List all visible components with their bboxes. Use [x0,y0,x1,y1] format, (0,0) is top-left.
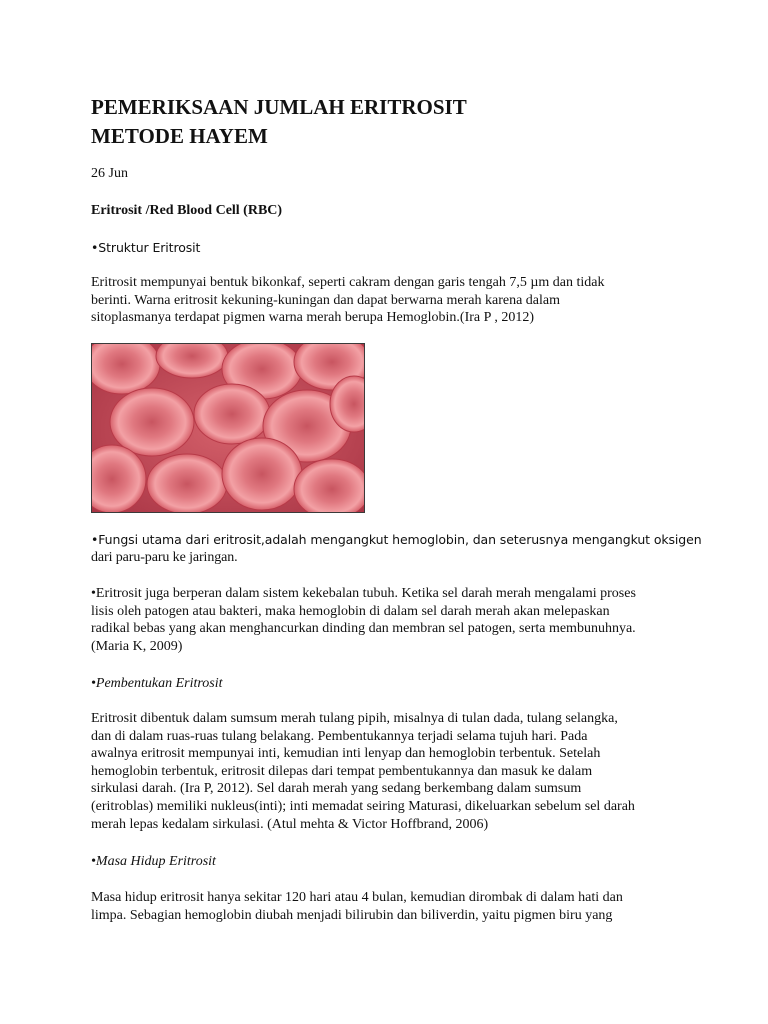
title-line-2: METODE HAYEM [91,124,268,148]
text-line: dari paru-paru ke jaringan. [91,549,238,565]
text-line: merah lepas kedalam sirkulasi. (Atul mehta & Victor Hoffbrand, 2006) [91,816,489,832]
title-line-1: PEMERIKSAAN JUMLAH ERITROSIT [91,95,467,119]
text-line: Eritrosit dibentuk dalam sumsum merah tulang pipih, misalnya di tulan dada, tulang selangka, [91,711,618,726]
paragraph-struktur [91,274,691,327]
bullet-struktur: •Struktur Eritrosit [91,240,201,255]
text-line: (eritroblas) memiliki nukleus(inti); inti memadat seiring Maturasi, dikeluarkan sebelum sel darah [91,798,635,814]
paragraph-fungsi [91,531,702,566]
paragraph-kekebalan [91,585,691,655]
text-line: lisis oleh patogen atau bakteri, maka hemoglobin di dalam sel darah merah akan melepaskan [91,603,610,619]
post-date: 26 Jun [91,166,128,181]
text-line: sitoplasmanya terdapat pigmen warna merah berupa Hemoglobin.(Ira P , 2012) [91,310,535,326]
text-line: dan di dalam ruas-ruas tulang belakang. Pembentukannya terjadi selama tujuh hari. Pada [91,728,588,744]
text-line: limpa. Sebagian hemoglobin diubah menjadi bilirubin dan biliverdin, yaitu pigmen biru yang [91,907,613,923]
paragraph-masa-hidup [91,889,691,924]
page-title [91,93,651,151]
section-heading: Eritrosit /Red Blood Cell (RBC) [91,203,283,218]
text-line: •Fungsi utama dari eritrosit,adalah mengangkut hemoglobin, dan seterusnya mengangkut oksigen [91,532,702,547]
subheading-pembentukan: •Pembentukan Eritrosit [91,676,223,691]
text-line: awalnya eritrosit mempunyai inti, kemudian inti lenyap dan hemoglobin terbentuk. Setelah [91,746,601,762]
text-line: (Maria K, 2009) [91,638,183,654]
text-line: Eritrosit mempunyai bentuk bikonkaf, seperti cakram dengan garis tengah 7,5 µm dan tidak [91,275,605,290]
text-line: hemoglobin terbentuk, eritrosit dilepas dari tempat pembentukannya dan masuk ke dalam [91,763,593,779]
paragraph-pembentukan [91,710,691,833]
red-blood-cells-photo [91,343,365,513]
text-line: sirkulasi darah. (Ira P, 2012). Sel darah merah yang sedang berkembang dalam sumsum [91,781,582,797]
text-line: radikal bebas yang akan menghancurkan dinding dan membran sel patogen, serta membunuhnya. [91,621,636,637]
subheading-masa-hidup: •Masa Hidup Eritrosit [91,854,216,869]
red-blood-cells-icon [92,344,365,513]
text-line: berinti. Warna eritrosit kekuning-kuningan dan dapat berwarna merah karena dalam [91,292,560,308]
text-line: Masa hidup eritrosit hanya sekitar 120 hari atau 4 bulan, kemudian dirombak di dalam hati dan [91,890,623,905]
text-line: •Eritrosit juga berperan dalam sistem kekebalan tubuh. Ketika sel darah merah mengalami proses [91,586,636,601]
